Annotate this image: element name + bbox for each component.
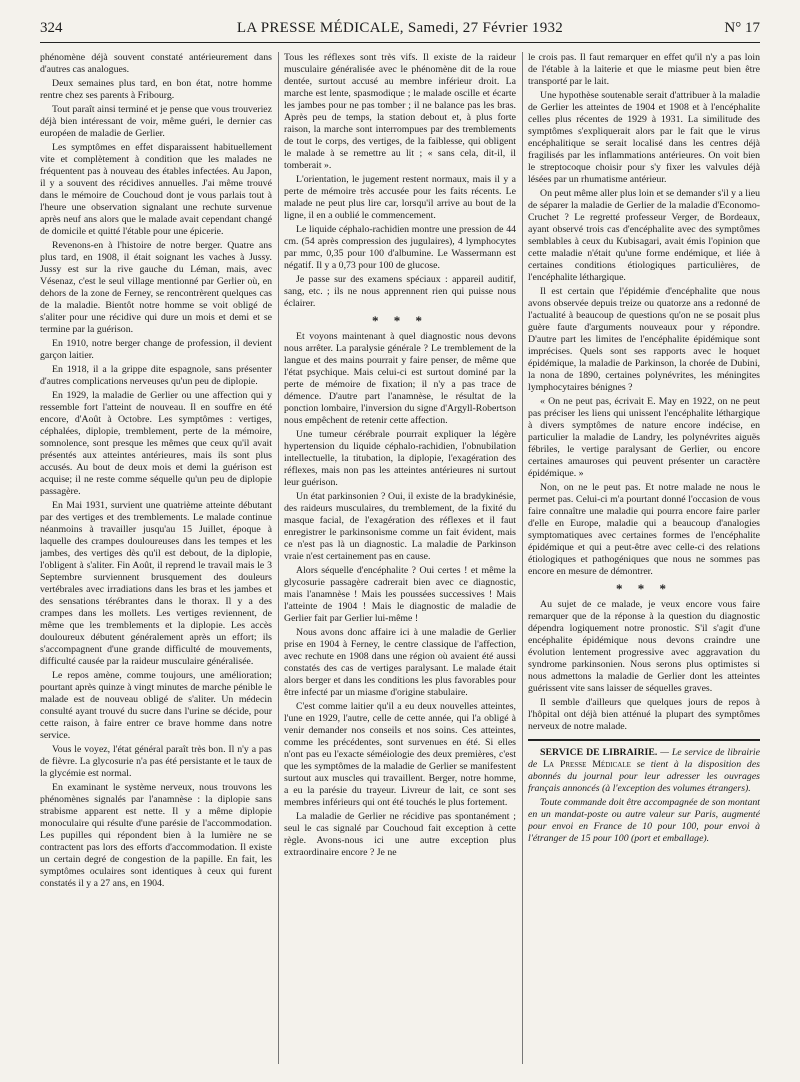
paragraph: Alors séquelle d'encéphalite ? Oui certes ! et même la glycosurie passagère cadrerait bien avec ce diagnostic, mais l'anamnèse ! Mais les poussées successives ! Mais l'atteinte de 1904 ! Mais le diagnostic de maladie de Gerlier fait par Gerlier lui-même !	[284, 565, 516, 624]
paragraph: Deux semaines plus tard, en bon état, notre homme rentre chez ses parents à Fribourg.	[40, 78, 272, 101]
paragraph: En examinant le système nerveux, nous trouvons les phénomènes signalés par l'anamnèse : la diplopie sans strabisme apparent est nette. Il y a même diplopie monoculaire qui résulte d'une parésie de l'accommodation. Les pupilles qui répondent bien à la lumière ne se contractent pas lors des efforts d'accommodation. Il existe un certain degré de congestion de la papille. En fait, les symptômes oculaires sont identiques à ceux qui furent constatés il y a 27 ans, en 1904.	[40, 782, 272, 889]
paragraph: Nous avons donc affaire ici à une maladie de Gerlier prise en 1904 à Ferney, le centre classique de l'affection, avec rechute en 1908 dans une région où avaient été aussi constatés des cas de vertiges paralysant. Le malade était alors berger et dans les conditions les plus favorables pour être infecté par un miasme d'origine stabulaire.	[284, 627, 516, 698]
paragraph: En 1910, notre berger change de profession, il devient garçon laitier.	[40, 338, 272, 361]
journal-name: La Presse Médicale	[543, 759, 631, 770]
paragraph: « On ne peut pas, écrivait E. May en 1922, on ne peut pas préciser les liens qui unissent l'encéphalite léthargique à divers symptômes de nature encore indécise, en particulier la maladie de Landry, les polynévrites aiguës fébriles, le vertige paralysant de Gerlier, ou encore certaines amauroses qui peuvent présenter un caractère épidémique. »	[528, 396, 760, 479]
paragraph: En 1929, la maladie de Gerlier ou une affection qui y ressemble fort l'atteint de nouveau. Il en souffre en été encore, d'Août à Octobre. Les symptômes : vertiges, céphalées, diplopie, tremblement, perte de la mémoire, somnolence, sont presque les mêmes que ceux qu'il avait présentés aux atteintes antérieures, mais ils sont plus accusés. Au bout de deux mois et demi la guérison est acquise; il ne reste comme séquelle qu'un peu de diplopie passagère.	[40, 390, 272, 497]
paragraph: Il semble d'ailleurs que quelques jours de repos à l'hôpital ont déjà bien atténué la plupart des symptômes nerveux de notre malade.	[528, 697, 760, 732]
paragraph: le crois pas. Il faut remarquer en effet qu'il n'y a pas loin de l'étable à la laiterie et que le miasme peut bien être transporté par le lait.	[528, 52, 760, 87]
paragraph: On peut même aller plus loin et se demander s'il y a lieu de séparer la maladie de Gerlier de la maladie d'Economo-Cruchet ? Le regretté professeur Verger, de Bordeaux, ayant observé trois cas d'encéphalite avec des symptômes semblables à ceux du Kubisagari, avait émis l'opinion que cette maladie n'était qu'une forme endémique, et liée à certaines conditions étiologiques particulières, de l'encéphalite léthargique.	[528, 188, 760, 283]
paragraph: L'orientation, le jugement restent normaux, mais il y a perte de mémoire très accusée pour les faits récents. Le malade ne peut plus lire car, lorsqu'il arrive au bout de la ligne, il en a oublié le commencement.	[284, 174, 516, 221]
paragraph: Je passe sur des examens spéciaux : appareil auditif, sang, etc. ; ils ne nous apprennent rien qui puisse nous éclairer.	[284, 274, 516, 309]
paragraph: En 1918, il a la grippe dite espagnole, sans présenter d'autres complications nerveuses qu'un peu de diplopie.	[40, 364, 272, 387]
column-1	[40, 52, 272, 1064]
page-number: 324	[40, 20, 63, 36]
librairie-text: — Le service de librairie de	[528, 747, 760, 770]
paragraph: Un état parkinsonien ? Oui, il existe de la bradykinésie, des raideurs musculaires, du tremblement, de la fixité du masque facial, de l'exagération des réflexes et il faut enregistrer le parkinsonisme comme un fait évident, mais ce n'est pas là un diagnostic. La maladie de Parkinson vraie n'est certainement pas en cause.	[284, 491, 516, 562]
paragraph: Le liquide céphalo-rachidien montre une pression de 44 cm. (54 après compression des jugulaires), 4 lymphocytes par mmc, 0,35 pour 100 d'albumine. Le Wassermann est négatif. Il y a 0,73 pour 100 de glucose.	[284, 224, 516, 271]
paragraph: Une tumeur cérébrale pourrait expliquer la légère hypertension du liquide céphalo-rachidien, l'obnubilation intellectuelle, la titubation, la diplopie, l'exagération des réflexes, mais non pas les atteintes antérieures ni surtout leur guérison.	[284, 429, 516, 488]
column-rule	[278, 52, 279, 1064]
paragraph: Et voyons maintenant à quel diagnostic nous devons nous arrêter. La paralysie générale ? Le tremblement de la langue et des mains pourrait y faire penser, de même que l'état psychique. Mais celui-ci est surtout dominé par la perte de mémoire de fixation; il n'y a pas trace de démence. D'autre part l'anamnèse, le résultat de la ponction lombaire, l'inversion du signe d'Argyll-Robertson nous empêchent de retenir cette affection.	[284, 331, 516, 426]
journal-title: LA PRESSE MÉDICALE, Samedi, 27 Février 1932	[236, 20, 564, 36]
paragraph: Non, on ne le peut pas. Et notre malade ne nous le permet pas. Celui-ci m'a pourtant donné l'occasion de vous faire connaître une maladie qui pourra encore faire parler d'elle en Europe, maladie qui a beaucoup d'analogies symptomatiques avec certaines formes de l'encéphalite épidémique et qui a peut-être avec celle-ci des relations étiologiques et pathogéniques que nous ne sommes pas encore en mesure de démontrer.	[528, 482, 760, 577]
paragraph: Une hypothèse soutenable serait d'attribuer à la maladie de Gerlier les atteintes de 1904 et 1908 et à l'encéphalite celles plus récentes de 1929 à 1931. La similitude des symptômes s'expliquerait alors par le fait que le virus encéphalitique se serait localisé dans les centres déjà fragilisés par les inflammations antérieures. On voit bien le streptocoque choisir pour s'y fixer les valvules déjà lésées par un rhumatisme antérieur.	[528, 90, 760, 185]
section-separator: * * *	[616, 581, 672, 596]
paragraph: C'est comme laitier qu'il a eu deux nouvelles atteintes, l'une en 1929, l'autre, celle de cette année, qui l'a obligé à venir demander nos conseils et nos soins. Ces atteintes, comme les précédentes, sont survenues en été. Si elles n'ont pas eu l'exacte séméiologie des deux premières, c'est que les symptômes de la maladie de Gerlier se manifestent surtout aux muscles qui travaillent. Berger, notre homme, a eu la parésie du trayeur. Livreur de lait, ce sont ses membres inférieurs qui ont été touchés le plus fortement.	[284, 701, 516, 808]
section-divider	[528, 739, 760, 741]
librairie-paragraph: Toute commande doit être accompagnée de son montant en un mandat-poste ou autre valeur sur Paris, augmenté pour envoi en France de 10 pour 100, pour envoi à l'étranger de 15 pour 100 (port et emballage).	[528, 797, 760, 844]
paragraph: Vous le voyez, l'état général paraît très bon. Il n'y a pas de fièvre. La glycosurie n'a pas été persistante et le taux de la glycémie est normal.	[40, 744, 272, 779]
librairie-heading: SERVICE DE LIBRAIRIE.	[540, 747, 658, 758]
column-2	[284, 52, 516, 1064]
paragraph: Au sujet de ce malade, je veux encore vous faire remarquer que de la réponse à la question du diagnostic dépendra logiquement notre pronostic. S'il s'agit d'une encéphalite épidémique nous devons craindre une évolution lentement progressive avec aggravation du syndrome parkinsonien. Nous serons plus optimistes si nous admettons la maladie de Gerlier dont les atteintes guérissent vite sans laisser de séquelles graves.	[528, 599, 760, 694]
librairie-text: se tient à la disposition des abonnés du journal pour leur adresser les ouvrages français annoncés (à l'exception des volumes étrangers).	[528, 759, 760, 794]
paragraph: Les symptômes en effet disparaissent habituellement vite et complètement à condition que les malades ne fréquentent pas à nouveau des étables infectées. Au Japon, il y a souvent des récidives annuelles. J'ai même trouvé dans le mémoire de Couchoud dont je vous parlais tout à l'heure une observation signalant une rechute survenue après neuf ans alors que le malade avait cependant changé de domicile et quitté l'étable pour une épicerie.	[40, 142, 272, 237]
column-rule	[522, 52, 523, 1064]
paragraph: En Mai 1931, survient une quatrième atteinte débutant par des vertiges et des tremblements. Le malade continue néanmoins à travailler jusqu'au 15 Juillet, époque à laquelle des crampes douloureuses dans les tempes et les jambes, des vertiges dès qu'il est debout, de la diplopie, l'obligent à s'aliter. Fin Août, il reprend le travail mais le 3 Septembre surviennent brusquement des douleurs vertébrales avec irradiations dans les bras et les jambes et des sensations térébrantes dans le thorax. Il y a des crampes dans les mollets. Les vertiges reviennent, de même que les tremblements et la diplopie. Les accès douloureux débutent généralement après un effort; ils s'accompagnent d'une grande difficulté de mouvements, difficulté causée par la raideur musculaire généralisée.	[40, 500, 272, 667]
paragraph: Revenons-en à l'histoire de notre berger. Quatre ans plus tard, en 1908, il était soignant les vaches à Jussy. Jussy est sur la rive gauche du Léman, mais, avec Vésenaz, c'est le seul village mentionné par Gerlier où, en dehors de la zone de Ferney, se rencontrèrent quelques cas de la maladie. Bientôt notre homme se voit obligé de s'aliter pour une récidive qui dure un mois et demi et se termine par la guérison.	[40, 240, 272, 335]
librairie-paragraph	[528, 747, 760, 795]
paragraph: phénomène déjà souvent constaté antérieurement dans d'autres cas analogues.	[40, 52, 272, 75]
page-header	[40, 20, 760, 43]
paragraph: Il est certain que l'épidémie d'encéphalite que nous avons observée depuis treize ou quatorze ans a redonné de l'actualité à beaucoup de questions qu'on ne se posait plus guère faute d'arguments nouveaux pour y répondre. D'autre part les limites de l'encéphalite épidémique sont imprécises. Quels sont ses rapports avec le hoquet épidémique, la maladie de Parkinson, la chorée de Dubini, la nona de 1890, certaines polynévrites, les méningites lymphocytaires bénignes ?	[528, 286, 760, 393]
column-3	[528, 52, 760, 1064]
paragraph: La maladie de Gerlier ne récidive pas spontanément ; seul le cas signalé par Couchoud fait exception à cette règle. Avons-nous ici une autre exception plus extraordinaire encore ? Je ne	[284, 811, 516, 858]
paragraph: Le repos amène, comme toujours, une amélioration; pourtant après quinze à vingt minutes de marche pénible le malade est de nouveau obligé de s'aliter. Un médecin consulté ayant trouvé du sucre dans l'urine se décide, pour cette raison, à faire entrer ce brave homme dans notre service.	[40, 670, 272, 741]
paragraph: Tous les réflexes sont très vifs. Il existe de la raideur musculaire généralisée avec le phénomène dit de la roue dentée, surtout accusé au membre inférieur droit. La marche est lente, spasmodique ; le malade oscille et écarte les jambes pour ne pas tomber ; il ne balance pas les bras. Après peu de temps, la station debout et, à plus forte raison, la marche sont interrompues par des tremblements de tout le corps, des vertiges, de la faiblesse, qui obligent le malade à se remettre au lit ; « sans cela, dit-il, il tomberait ».	[284, 52, 516, 171]
paragraph: Tout paraît ainsi terminé et je pense que vous trouveriez déjà bien intéressant de voir, même guéri, le dernier cas européen de maladie de Gerlier.	[40, 104, 272, 139]
section-separator: * * *	[372, 313, 428, 328]
issue-number: N° 17	[724, 20, 760, 36]
librairie-notice	[528, 747, 760, 845]
